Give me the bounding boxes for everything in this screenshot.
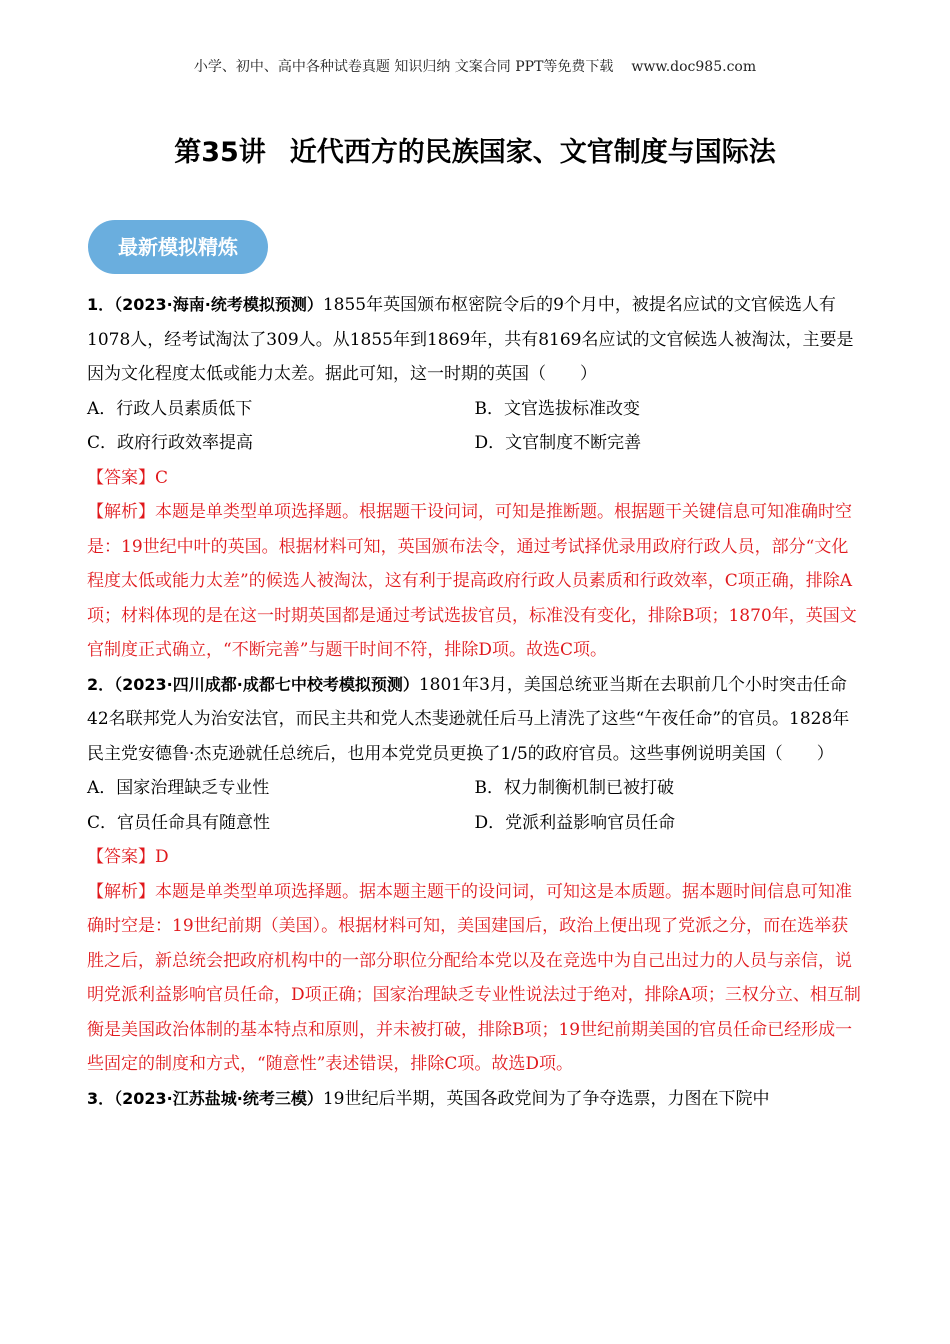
- options: [87, 392, 862, 461]
- question-2: [87, 668, 862, 1082]
- question-number: 2．: [87, 674, 115, 694]
- question-list: [87, 288, 862, 1116]
- section-badge: 最新模拟精炼: [88, 220, 268, 274]
- option-c[interactable]: C．政府行政效率提高: [87, 433, 254, 453]
- option-c[interactable]: C．官员任命具有随意性: [87, 812, 271, 833]
- option-b[interactable]: B．文官选拔标准改变: [474, 398, 640, 419]
- question-source: （2023·江苏盐城·统考三模）: [114, 1088, 323, 1108]
- question-text: 1801年3月，美国总统亚当斯在去职前几个小时突击任命42名联邦党人为治安法官，而民主共和党人杰斐逊就任后马上清洗了这些“午夜任命”的官员。1828年民主党安德鲁·杰克逊就任总统后，也用本党党员更换了1/5的政府官员。这些事例说明美国（ ）: [87, 674, 850, 764]
- question-number: 3．: [87, 1088, 115, 1108]
- analysis: 【解析】本题是单类型单项选择题。根据题干设问词，可知是推断题。根据题干关键信息可知准确时空是：19世纪中叶的英国。根据材料可知，英国颁布法令，通过考试择优录用政府行政人员，部分“文化程度太低或能力太差”的候选人被淘汰，这有利于提高政府行政人员素质和行政效率，C项正确，排除A项；材料体现的是在这一时期英国都是通过考试选拔官员，标准没有变化，排除B项；1870年，英国文官制度正式确立，“不断完善”与题干时间不符，排除D项。故选C项。: [87, 502, 857, 660]
- header-note-text: 小学、初中、高中各种试卷真题 知识归纳 文案合同 PPT等免费下载: [193, 59, 614, 75]
- question-source: （2023·四川成都·成都七中校考模拟预测）: [114, 674, 419, 694]
- answer: 【答案】C: [87, 467, 169, 488]
- option-d[interactable]: D．党派利益影响官员任命: [474, 812, 676, 833]
- option-a[interactable]: A．国家治理缺乏专业性: [87, 778, 270, 798]
- option-a[interactable]: A．行政人员素质低下: [87, 398, 253, 419]
- question-stem: [87, 1082, 862, 1117]
- analysis: 【解析】本题是单类型单项选择题。据本题主题干的设问词，可知这是本质题。据本题时间信息可知准确时空是：19世纪前期（美国）。根据材料可知，美国建国后，政治上便出现了党派之分，而在选举获胜之后，新总统会把政府机构中的一部分职位分配给本党以及在竞选中为自己出过力的人员与亲信，说明党派利益影响官员任命，D项正确；国家治理缺乏专业性说法过于绝对，排除A项；三权分立、相互制衡是美国政治体制的基本特点和原则，并未被打破，排除B项；19世纪前期美国的官员任命已经形成一些固定的制度和方式，“随意性”表述错误，排除C项。故选D项。: [87, 881, 861, 1074]
- lecture-number: 第35讲: [174, 137, 266, 168]
- question-number: 1．: [87, 295, 115, 314]
- question-1: [87, 288, 862, 668]
- options: [87, 771, 862, 840]
- question-3: [87, 1082, 862, 1117]
- page-title: [0, 130, 950, 169]
- question-text: 19世纪后半期，英国各政党间为了争夺选票，力图在下院中: [322, 1088, 770, 1109]
- question-stem: [87, 288, 862, 392]
- lecture-topic: 近代西方的民族国家、文官制度与国际法: [289, 137, 776, 168]
- header-note: [0, 56, 950, 76]
- header-note-site[interactable]: www.doc985.com: [631, 59, 757, 75]
- question-text: 1855年英国颁布枢密院令后的9个月中，被提名应试的文官候选人有1078人，经考试淘汰了309人。从1855年到1869年，共有8169名应试的文官候选人被淘汰，主要是因为文化程度太低或能力太差。据此可知，这一时期的英国（ ）: [87, 295, 854, 384]
- option-d[interactable]: D．文官制度不断完善: [474, 433, 642, 453]
- option-b[interactable]: B．权力制衡机制已被打破: [474, 778, 674, 798]
- answer: 【答案】D: [87, 847, 169, 867]
- question-stem: [87, 668, 862, 772]
- question-source: （2023·海南·统考模拟预测）: [114, 295, 323, 314]
